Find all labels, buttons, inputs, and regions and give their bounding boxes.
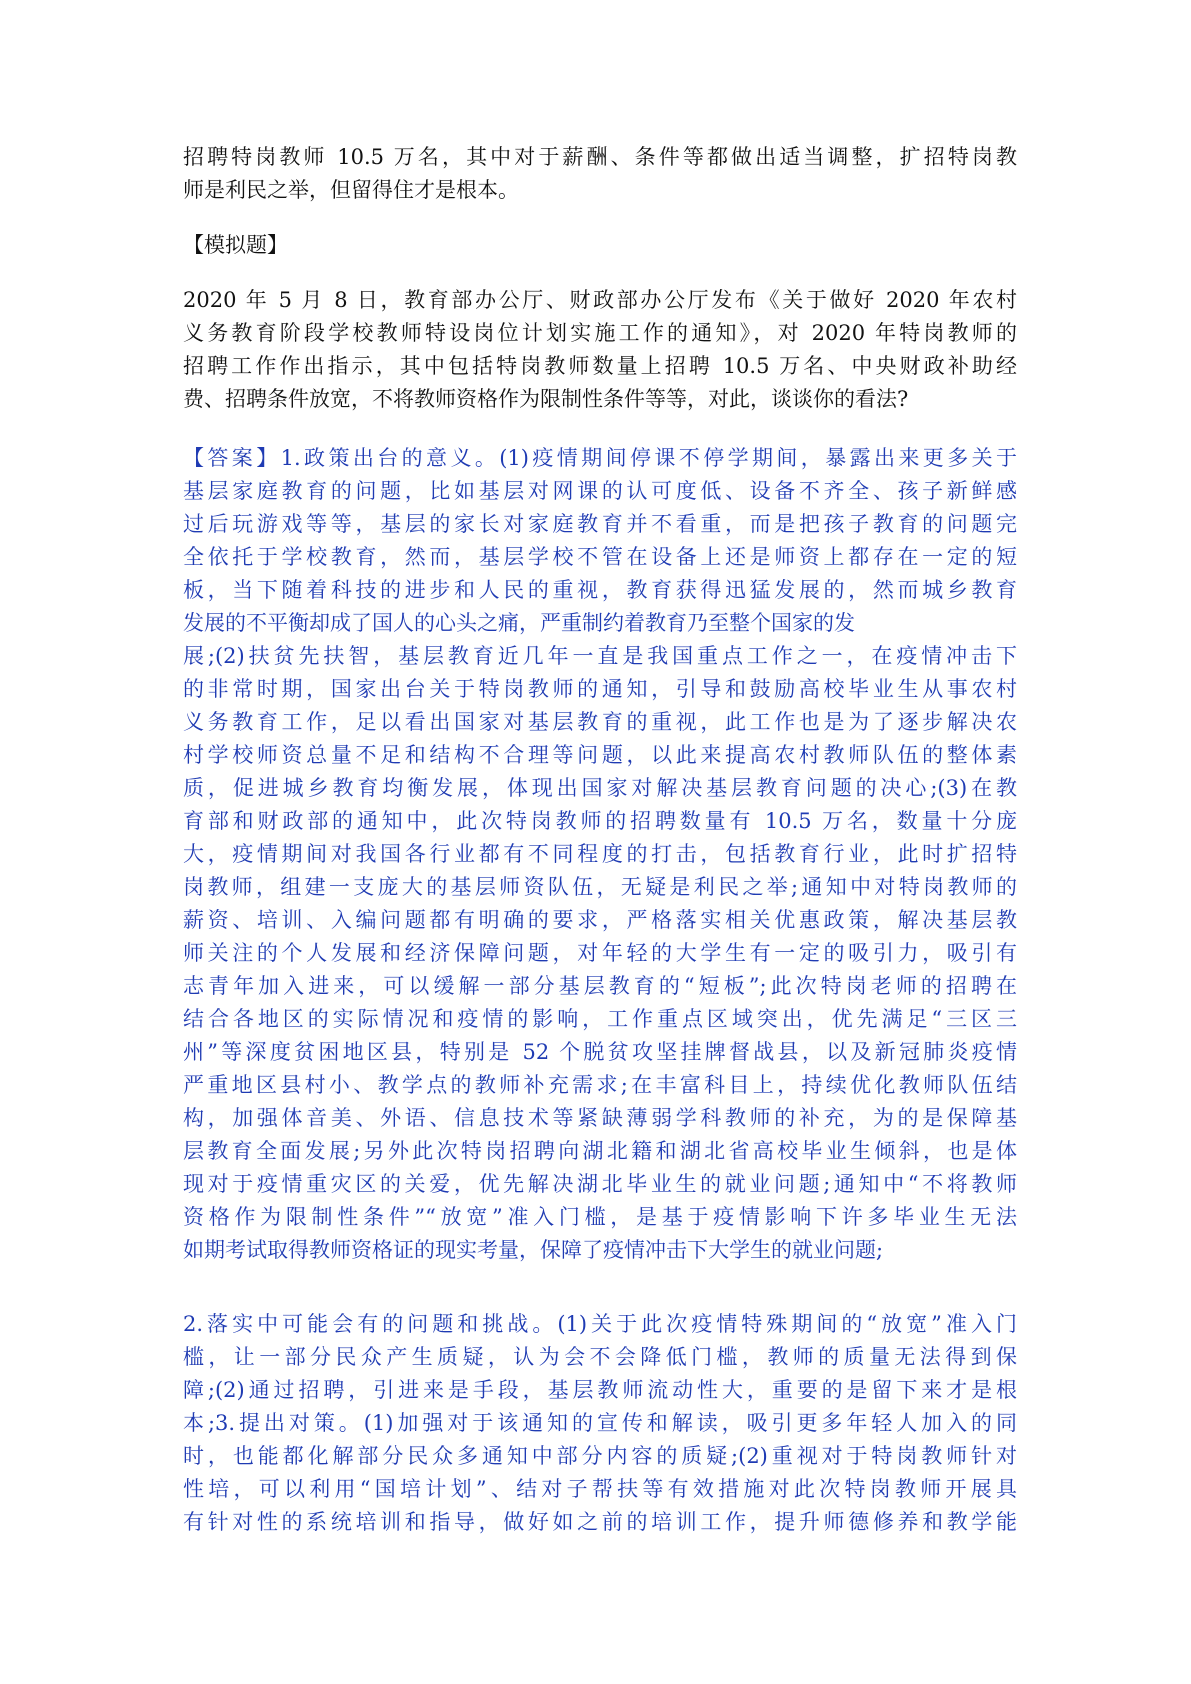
text-line: 如期考试取得教师资格证的现实考量，保障了疫情冲击下大学生的就业问题; (183, 1238, 884, 1262)
section-label (183, 229, 1017, 262)
text-line: 性培，可以利用“国培计划”、结对子帮扶等有效措施对此次特岗教师开展具 (183, 1477, 1017, 1501)
text-line: 义务教育工作，足以看出国家对基层教育的重视，此工作也是为了逐步解决农 (183, 710, 1017, 734)
text-line: 村学校师资总量不足和结构不合理等问题，以此来提高农村教师队伍的整体素 (183, 743, 1017, 767)
section-label-text: 【模拟题】 (183, 233, 288, 257)
text-line: 严重地区县村小、教学点的教师补充需求;在丰富科目上，持续优化教师队伍结 (183, 1073, 1017, 1097)
intro-paragraph (183, 141, 1017, 207)
text-line: 过后玩游戏等等，基层的家长对家庭教育并不看重，而是把孩子教育的问题完 (183, 512, 1017, 536)
text-line: 发展的不平衡却成了国人的心头之痛，严重制约着教育乃至整个国家的发 (183, 611, 855, 635)
text-line: 质，促进城乡教育均衡发展，体现出国家对解决基层教育问题的决心;(3)在教 (183, 776, 1017, 800)
text-line: 2.落实中可能会有的问题和挑战。(1)关于此次疫情特殊期间的“放宽”准入门 (183, 1312, 1017, 1336)
text-line: 2020 年 5 月 8 日，教育部办公厅、财政部办公厅发布《关于做好 2020 年农村 (183, 288, 1017, 312)
text-line: 本;3.提出对策。(1)加强对于该通知的宣传和解读，吸引更多年轻人加入的同 (183, 1411, 1017, 1435)
text-line: 层教育全面发展;另外此次特岗招聘向湖北籍和湖北省高校毕业生倾斜，也是体 (183, 1139, 1017, 1163)
text-line: 【答案】1.政策出台的意义。(1)疫情期间停课不停学期间，暴露出来更多关于 (183, 446, 1017, 470)
text-line: 展;(2)扶贫先扶智，基层教育近几年一直是我国重点工作之一，在疫情冲击下 (183, 644, 1017, 668)
text-line: 现对于疫情重灾区的关爱，优先解决湖北毕业生的就业问题;通知中“不将教师 (183, 1172, 1017, 1196)
answer-continued-paragraph (183, 1308, 1017, 1539)
text-line: 大，疫情期间对我国各行业都有不同程度的打击，包括教育行业，此时扩招特 (183, 842, 1017, 866)
text-line: 费、招聘条件放宽，不将教师资格作为限制性条件等等，对此，谈谈你的看法? (183, 387, 909, 411)
text-line: 师是利民之举，但留得住才是根本。 (183, 178, 519, 202)
answer-paragraph (183, 442, 1017, 1267)
text-line: 槛，让一部分民众产生质疑，认为会不会降低门槛，教师的质量无法得到保 (183, 1345, 1017, 1369)
text-line: 时，也能都化解部分民众多通知中部分内容的质疑;(2)重视对于特岗教师针对 (183, 1444, 1017, 1468)
text-line: 障;(2)通过招聘，引进来是手段，基层教师流动性大，重要的是留下来才是根 (183, 1378, 1017, 1402)
text-line: 全依托于学校教育，然而，基层学校不管在设备上还是师资上都存在一定的短 (183, 545, 1017, 569)
text-line: 板，当下随着科技的进步和人民的重视，教育获得迅猛发展的，然而城乡教育 (183, 578, 1017, 602)
text-line: 育部和财政部的通知中，此次特岗教师的招聘数量有 10.5 万名，数量十分庞 (183, 809, 1017, 833)
question-paragraph (183, 284, 1017, 416)
text-line: 志青年加入进来，可以缓解一部分基层教育的“短板”;此次特岗老师的招聘在 (183, 974, 1017, 998)
text-line: 基层家庭教育的问题，比如基层对网课的认可度低、设备不齐全、孩子新鲜感 (183, 479, 1017, 503)
text-line: 招聘工作作出指示，其中包括特岗教师数量上招聘 10.5 万名、中央财政补助经 (183, 354, 1017, 378)
text-line: 州”等深度贫困地区县，特别是 52 个脱贫攻坚挂牌督战县，以及新冠肺炎疫情 (183, 1040, 1017, 1064)
text-line: 义务教育阶段学校教师特设岗位计划实施工作的通知》，对 2020 年特岗教师的 (183, 321, 1017, 345)
text-line: 的非常时期，国家出台关于特岗教师的通知，引导和鼓励高校毕业生从事农村 (183, 677, 1017, 701)
text-line: 构，加强体音美、外语、信息技术等紧缺薄弱学科教师的补充，为的是保障基 (183, 1106, 1017, 1130)
text-line: 招聘特岗教师 10.5 万名，其中对于薪酬、条件等都做出适当调整，扩招特岗教 (183, 145, 1017, 169)
text-line: 薪资、培训、入编问题都有明确的要求，严格落实相关优惠政策，解决基层教 (183, 908, 1017, 932)
text-line: 岗教师，组建一支庞大的基层师资队伍，无疑是利民之举;通知中对特岗教师的 (183, 875, 1017, 899)
text-line: 资格作为限制性条件”“放宽”准入门槛，是基于疫情影响下许多毕业生无法 (183, 1205, 1017, 1229)
text-line: 有针对性的系统培训和指导，做好如之前的培训工作，提升师德修养和教学能 (183, 1510, 1017, 1534)
text-line: 师关注的个人发展和经济保障问题，对年轻的大学生有一定的吸引力，吸引有 (183, 941, 1017, 965)
text-line: 结合各地区的实际情况和疫情的影响，工作重点区域突出，优先满足“三区三 (183, 1007, 1017, 1031)
